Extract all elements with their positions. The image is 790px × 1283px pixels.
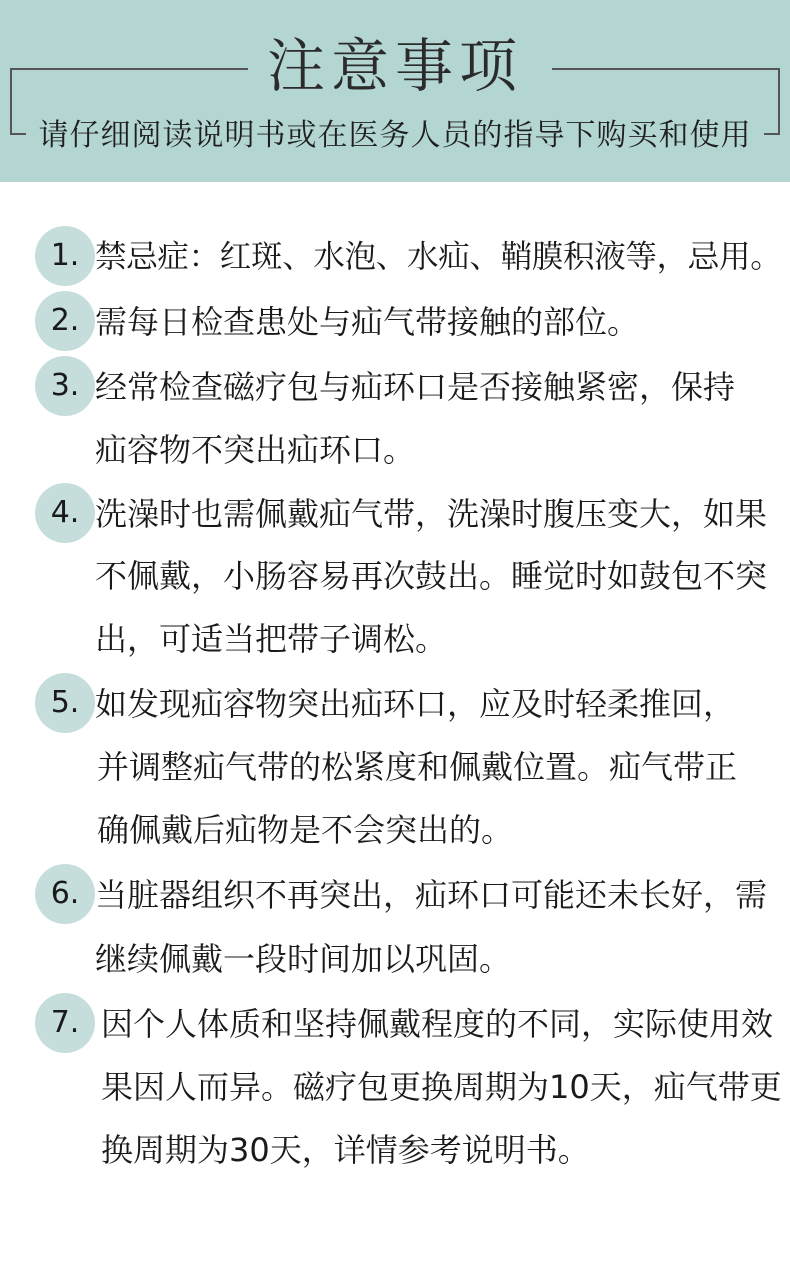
item-number-badge: 3. — [35, 356, 95, 416]
item-text-line: 果因人而异。磁疗包更换周期为10天，疝气带更 — [101, 1068, 782, 1106]
item-text-line: 洗澡时也需佩戴疝气带，洗澡时腹压变大，如果 — [95, 495, 768, 533]
item-text-line: 经常检查磁疗包与疝环口是否接触紧密，保持 — [95, 368, 736, 406]
item-text-line: 继续佩戴一段时间加以巩固。 — [95, 940, 512, 978]
item-text-line: 如发现疝容物突出疝环口，应及时轻柔推回， — [95, 685, 736, 723]
item-text-line: 不佩戴，小肠容易再次鼓出。睡觉时如鼓包不突 — [95, 557, 768, 595]
item-number-badge: 1. — [35, 226, 95, 286]
item-text-line: 出，可适当把带子调松。 — [95, 620, 448, 658]
item-text-line: 禁忌症：红斑、水泡、水疝、鞘膜积液等，忌用。 — [95, 239, 782, 275]
item-text-line: 因个人体质和坚持佩戴程度的不同，实际使用效 — [101, 1005, 774, 1043]
item-number-badge: 5. — [35, 673, 95, 733]
item-text-line: 当脏器组织不再突出，疝环口可能还未长好，需 — [95, 876, 768, 914]
item-text-line: 并调整疝气带的松紧度和佩戴位置。疝气带正 — [97, 748, 738, 786]
page-subtitle: 请仔细阅读说明书或在医务人员的指导下购买和使用 — [38, 118, 752, 153]
page-title: 注意事项 — [266, 32, 523, 100]
item-number-badge: 4. — [35, 483, 95, 543]
header-banner — [0, 0, 790, 182]
item-text-line: 疝容物不突出疝环口。 — [95, 431, 416, 469]
item-number-badge: 7. — [35, 993, 95, 1053]
item-text-line: 换周期为30天，详情参考说明书。 — [101, 1131, 590, 1169]
item-text-line: 需每日检查患处与疝气带接触的部位。 — [95, 303, 640, 341]
item-text-line: 确佩戴后疝物是不会突出的。 — [97, 811, 514, 849]
item-number-badge: 6. — [35, 864, 95, 924]
item-number-badge: 2. — [35, 291, 95, 351]
